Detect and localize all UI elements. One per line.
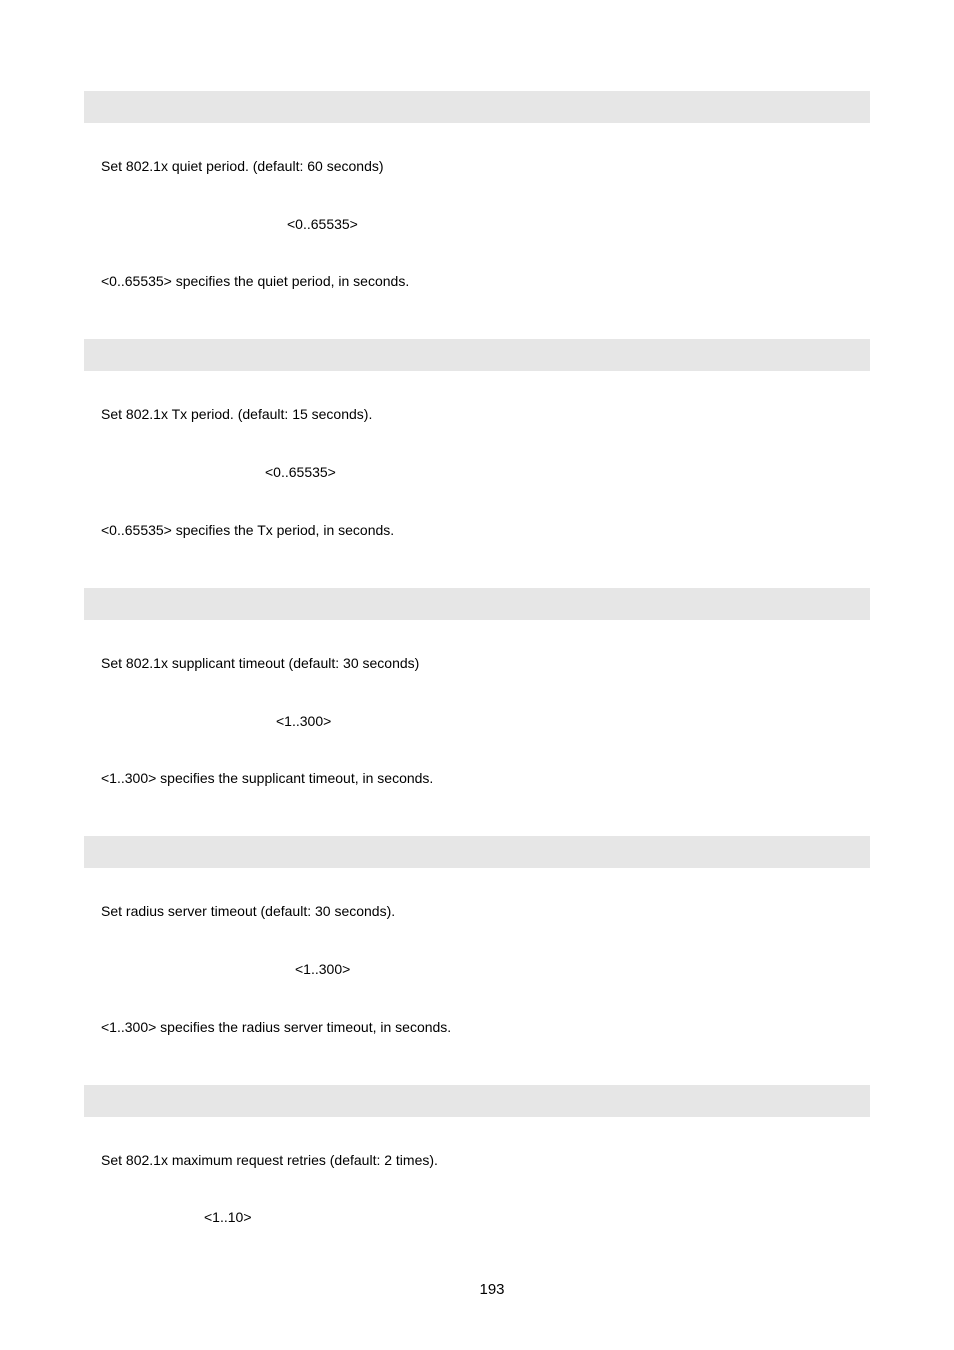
syntax-parameter-4: <1..300> <box>295 961 351 977</box>
command-description-1: Set 802.1x quiet period. (default: 60 seconds) <box>101 158 384 174</box>
command-header-bar-3 <box>84 588 870 620</box>
syntax-parameter-3: <1..300> <box>276 713 332 729</box>
page-number: 193 <box>479 1281 505 1298</box>
command-description-5: Set 802.1x maximum request retries (default: 2 times). <box>101 1152 438 1168</box>
command-header-bar-4 <box>84 836 870 868</box>
parameter-note-4: <1..300> specifies the radius server timeout, in seconds. <box>101 1019 452 1035</box>
parameter-note-3: <1..300> specifies the supplicant timeout, in seconds. <box>101 770 434 786</box>
parameter-note-2: <0..65535> specifies the Tx period, in seconds. <box>101 522 395 538</box>
syntax-parameter-1: <0..65535> <box>287 216 358 232</box>
command-description-4: Set radius server timeout (default: 30 seconds). <box>101 903 396 919</box>
command-description-2: Set 802.1x Tx period. (default: 15 seconds). <box>101 406 373 422</box>
syntax-parameter-5: <1..10> <box>204 1209 252 1225</box>
command-header-bar-1 <box>84 91 870 123</box>
syntax-parameter-2: <0..65535> <box>265 464 336 480</box>
command-header-bar-5 <box>84 1085 870 1117</box>
parameter-note-1: <0..65535> specifies the quiet period, in seconds. <box>101 273 410 289</box>
command-description-3: Set 802.1x supplicant timeout (default: 30 seconds) <box>101 655 420 671</box>
command-header-bar-2 <box>84 339 870 371</box>
